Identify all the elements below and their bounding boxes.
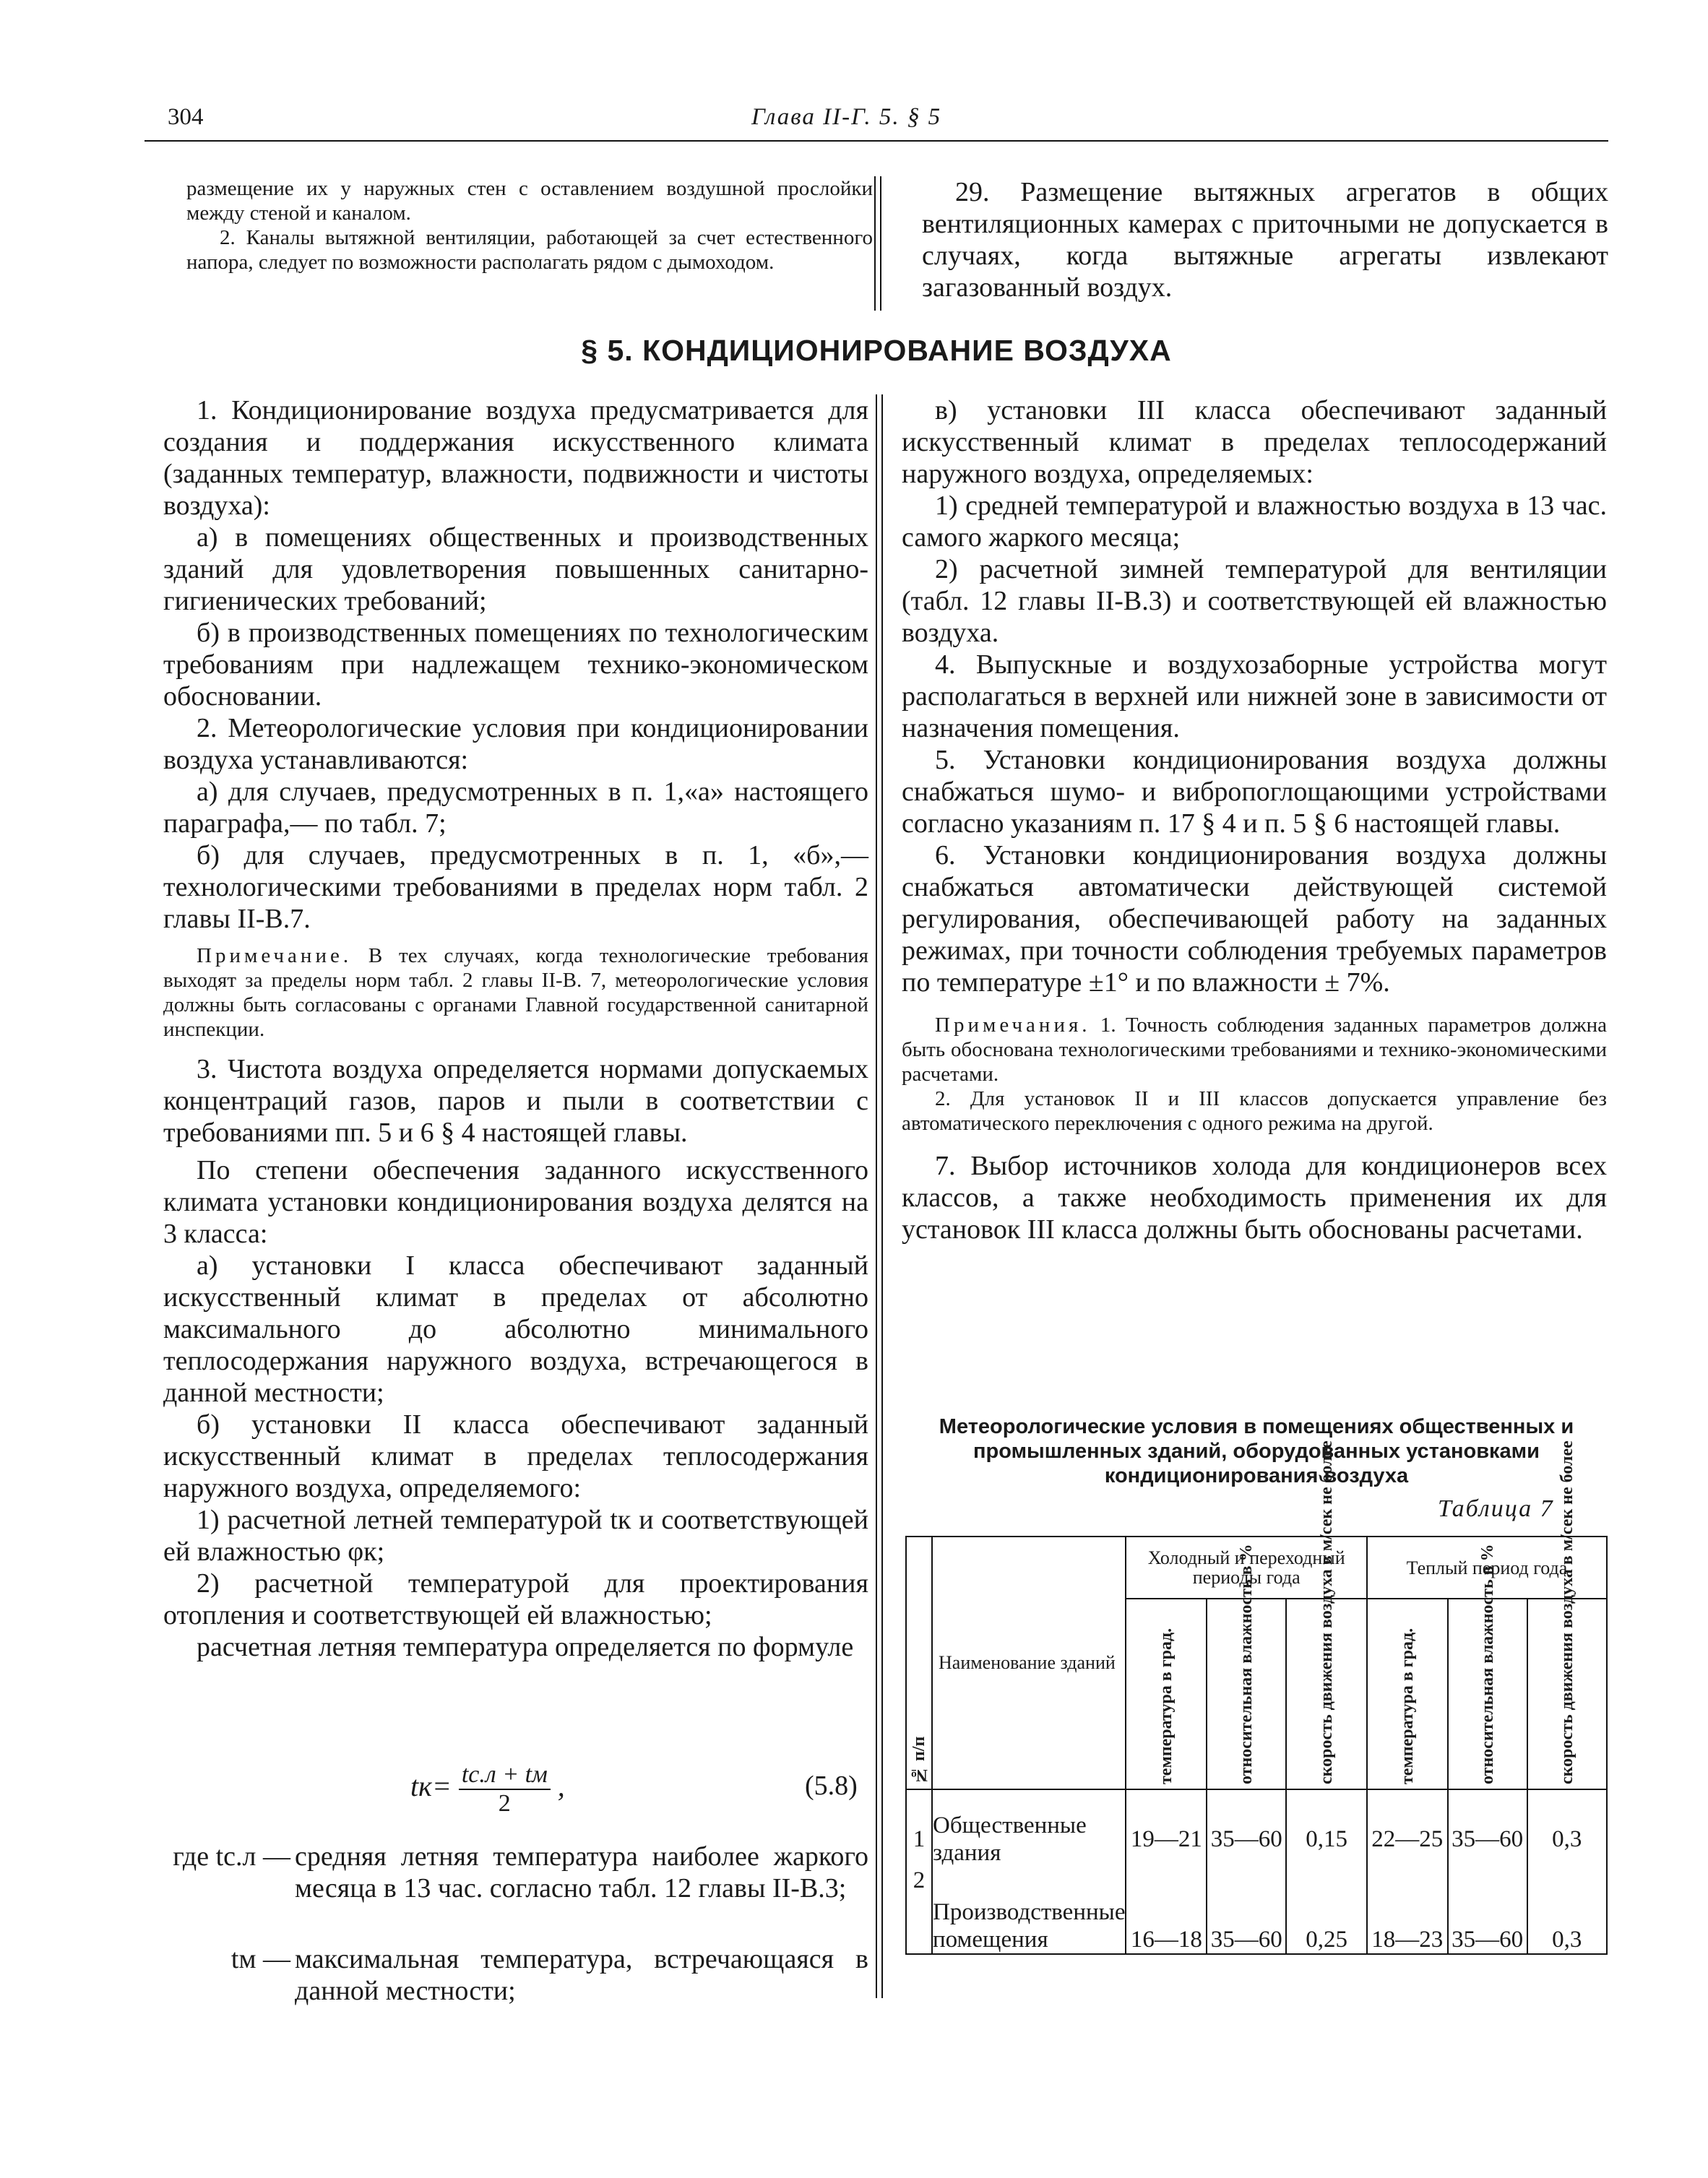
col-number-header: № п/п bbox=[906, 1537, 932, 1789]
warm-humidity-header: относительная влажность в % bbox=[1448, 1599, 1527, 1789]
warm-temp-header: температура в град. bbox=[1367, 1599, 1448, 1789]
table-number: Таблица 7 bbox=[1438, 1495, 1554, 1522]
where-text-2: максимальная температура, встречающаяся в данной местности; bbox=[295, 1944, 868, 2006]
item-1b: б) в производственных помещениях по технологическим требованиям при надлежащем технико-экономическом обосновании. bbox=[163, 618, 868, 712]
formula-comma: , bbox=[557, 1770, 565, 1803]
where-text-1: средняя летняя температура наиболее жаркого месяца в 13 час. согласно табл. 12 главы II-В.3; bbox=[295, 1841, 868, 1903]
item-3: 3. Чистота воздуха определяется нормами допускаемых концентраций газов, паров и пыли в соответствии с требованиями пп. 5 и 6 § 4 настоящей главы. bbox=[163, 1054, 868, 1148]
column-divider-main bbox=[876, 394, 883, 1998]
item-2a: а) для случаев, предусмотренных в п. 1,«а» настоящего параграфа,— по табл. 7; bbox=[163, 777, 868, 839]
table-row bbox=[906, 1789, 1607, 1867]
warm-speed-header: скорость движения воздуха в м/сек не более bbox=[1527, 1599, 1607, 1789]
warm-humidity: 35—60 bbox=[1448, 1789, 1527, 1867]
class-3: в) установки III класса обеспечивают заданный искусственный климат в пределах теплосодержаний наружного воздуха, определяемых: bbox=[902, 395, 1607, 489]
item-1a: а) в помещениях общественных и производственных зданий для удовлетворения повышенных санитарно-гигиенических требований; bbox=[163, 522, 868, 616]
item-5: 5. Установки кондиционирования воздуха должны снабжаться шумо- и вибропоглощающими устройствами согласно указаниям п. 17 § 4 и п. 5 § 6 настоящей главы. bbox=[902, 745, 1607, 839]
formula-number: (5.8) bbox=[805, 1771, 858, 1801]
top-right-column bbox=[922, 176, 1608, 303]
formula-fraction bbox=[459, 1761, 551, 1818]
item-7: 7. Выбор источников холода для кондиционеров всех классов, а также необходимость применения их для установок III класса должны быть обоснованы расчетами. bbox=[902, 1151, 1607, 1245]
table-header-row-1 bbox=[906, 1537, 1607, 1599]
cold-speed: 0,25 bbox=[1286, 1867, 1367, 1954]
table-row bbox=[906, 1867, 1607, 1954]
item-1: 1. Кондиционирование воздуха предусматривается для создания и поддержания искусственного климата (заданных температур, влажности, подвижности и чистоты воздуха): bbox=[163, 395, 868, 521]
cold-humidity: 35—60 bbox=[1207, 1789, 1286, 1867]
formula-intro: расчетная летняя температура определяется по формуле bbox=[197, 1632, 854, 1662]
note-label: Примечание. bbox=[197, 944, 353, 967]
cold-speed: 0,15 bbox=[1286, 1789, 1367, 1867]
group-cold-header: Холодный и переходный периоды года bbox=[1126, 1537, 1366, 1599]
item-4: 4. Выпускные и воздухозаборные устройства могут располагаться в верхней или нижней зоне в зависимости от назначения помещения. bbox=[902, 649, 1607, 743]
class-2-item-1: 1) расчетной летней температурой tк и соответствующей ей влажностью φк; bbox=[163, 1505, 868, 1567]
page-header bbox=[145, 100, 1608, 142]
top-left-column bbox=[186, 176, 873, 275]
formula-numerator: tс.л + tм bbox=[459, 1761, 551, 1790]
top-left-paragraph-1: размещение их у наружных стен с оставлением воздушной прослойки между стеной и каналом. bbox=[186, 177, 873, 225]
cold-temp: 19—21 bbox=[1126, 1789, 1207, 1867]
warm-speed: 0,3 bbox=[1527, 1867, 1607, 1954]
col-name-header: Наименование зданий bbox=[932, 1537, 1126, 1789]
running-head: Глава II-Г. 5. § 5 bbox=[751, 104, 942, 130]
cold-speed-header: скорость движения воздуха в м/сек не более bbox=[1286, 1599, 1367, 1789]
class-1: а) установки I класса обеспечивают заданный искусственный климат в пределах от абсолютно максимального до абсолютно минимального теплосодержания наружного воздуха, встречающегося в данной местности; bbox=[163, 1250, 868, 1408]
where-symbol-1: где tс.л — bbox=[173, 1841, 290, 1872]
item-2: 2. Метеорологические условия при кондиционировании воздуха устанавливаются: bbox=[163, 713, 868, 775]
warm-temp: 22—25 bbox=[1367, 1789, 1448, 1867]
class-2-item-2: 2) расчетной температурой для проектирования отопления и соответствующей ей влажностью; bbox=[163, 1568, 868, 1630]
right-column bbox=[902, 394, 1607, 1245]
where-symbol-2: tм — bbox=[230, 1944, 290, 1974]
item-6: 6. Установки кондиционирования воздуха должны снабжаться автоматически действующей системой регулирования, обеспечивающей работу на заданных режимах, при точности соблюдения требуемых параметров по температуре ±1° и по влажности ± 7%. bbox=[902, 840, 1607, 998]
page-number: 304 bbox=[168, 104, 204, 130]
formula-lhs: tк= bbox=[410, 1770, 452, 1803]
warm-speed: 0,3 bbox=[1527, 1789, 1607, 1867]
left-column bbox=[163, 394, 868, 1663]
class-2: б) установки II класса обеспечивают заданный искусственный климат в пределах теплосодержания наружного воздуха, определяемого: bbox=[163, 1409, 868, 1503]
notes-label: Примечания. bbox=[935, 1014, 1091, 1037]
row-name: Общественные здания bbox=[932, 1789, 1126, 1867]
cold-temp-header: температура в град. bbox=[1126, 1599, 1207, 1789]
top-left-paragraph-2: 2. Каналы вытяжной вентиляции, работающей за счет естественного напора, следует по возможности располагать рядом с дымоходом. bbox=[186, 226, 873, 274]
note-1-text: 1. Точность соблюдения заданных параметров должна быть обоснована технологическими требованиями и технико-экономическими расчетами. bbox=[902, 1014, 1607, 1086]
note-left bbox=[163, 943, 868, 1042]
group-warm-header: Теплый период года bbox=[1367, 1537, 1607, 1599]
row-number: 2 bbox=[906, 1867, 932, 1954]
cold-humidity: 35—60 bbox=[1207, 1867, 1286, 1954]
classes-intro: По степени обеспечения заданного искусственного климата установки кондиционирования воздуха делятся на 3 класса: bbox=[163, 1155, 868, 1249]
formula-denominator: 2 bbox=[498, 1790, 511, 1817]
notes-right-1 bbox=[902, 1013, 1607, 1086]
warm-humidity: 35—60 bbox=[1448, 1867, 1527, 1954]
class-3-item-1: 1) средней температурой и влажностью воздуха в 13 час. самого жаркого месяца; bbox=[902, 491, 1607, 553]
item-2b: б) для случаев, предусмотренных в п. 1, «б»,— технологическими требованиями в пределах норм табл. 2 главы II-В.7. bbox=[163, 840, 868, 934]
warm-temp: 18—23 bbox=[1367, 1867, 1448, 1954]
note-text: В тех случаях, когда технологические требования выходят за пределы норм табл. 2 главы II-В. 7, метеорологические условия должны быть согласованы с органами Главной государственной санитарной инспекции. bbox=[163, 944, 868, 1041]
row-number: 1 bbox=[906, 1789, 932, 1867]
table-caption: Метеорологические условия в помещениях общественных и промышленных зданий, оборудованных установками кондиционирования воздуха bbox=[939, 1415, 1574, 1487]
cold-humidity-header: относительная влажность в % bbox=[1207, 1599, 1286, 1789]
section-title: § 5. КОНДИЦИОНИРОВАНИЕ ВОЗДУХА bbox=[581, 334, 1172, 367]
notes-right-2: 2. Для установок II и III классов допускается управление без автоматического переключения с одного режима на другой. bbox=[902, 1087, 1607, 1135]
class-3-item-2: 2) расчетной зимней температурой для вентиляции (табл. 12 главы II-В.3) и соответствующей ей влажностью воздуха. bbox=[902, 554, 1607, 648]
column-divider-top bbox=[874, 176, 881, 311]
paragraph-29: 29. Размещение вытяжных агрегатов в общих вентиляционных камерах с приточными не допускается в случаях, когда вытяжные агрегаты извлекают загазованный воздух. bbox=[922, 177, 1608, 303]
cold-temp: 16—18 bbox=[1126, 1867, 1207, 1954]
formula-5-8 bbox=[410, 1761, 565, 1818]
row-name: Производственные помещения bbox=[932, 1867, 1126, 1954]
